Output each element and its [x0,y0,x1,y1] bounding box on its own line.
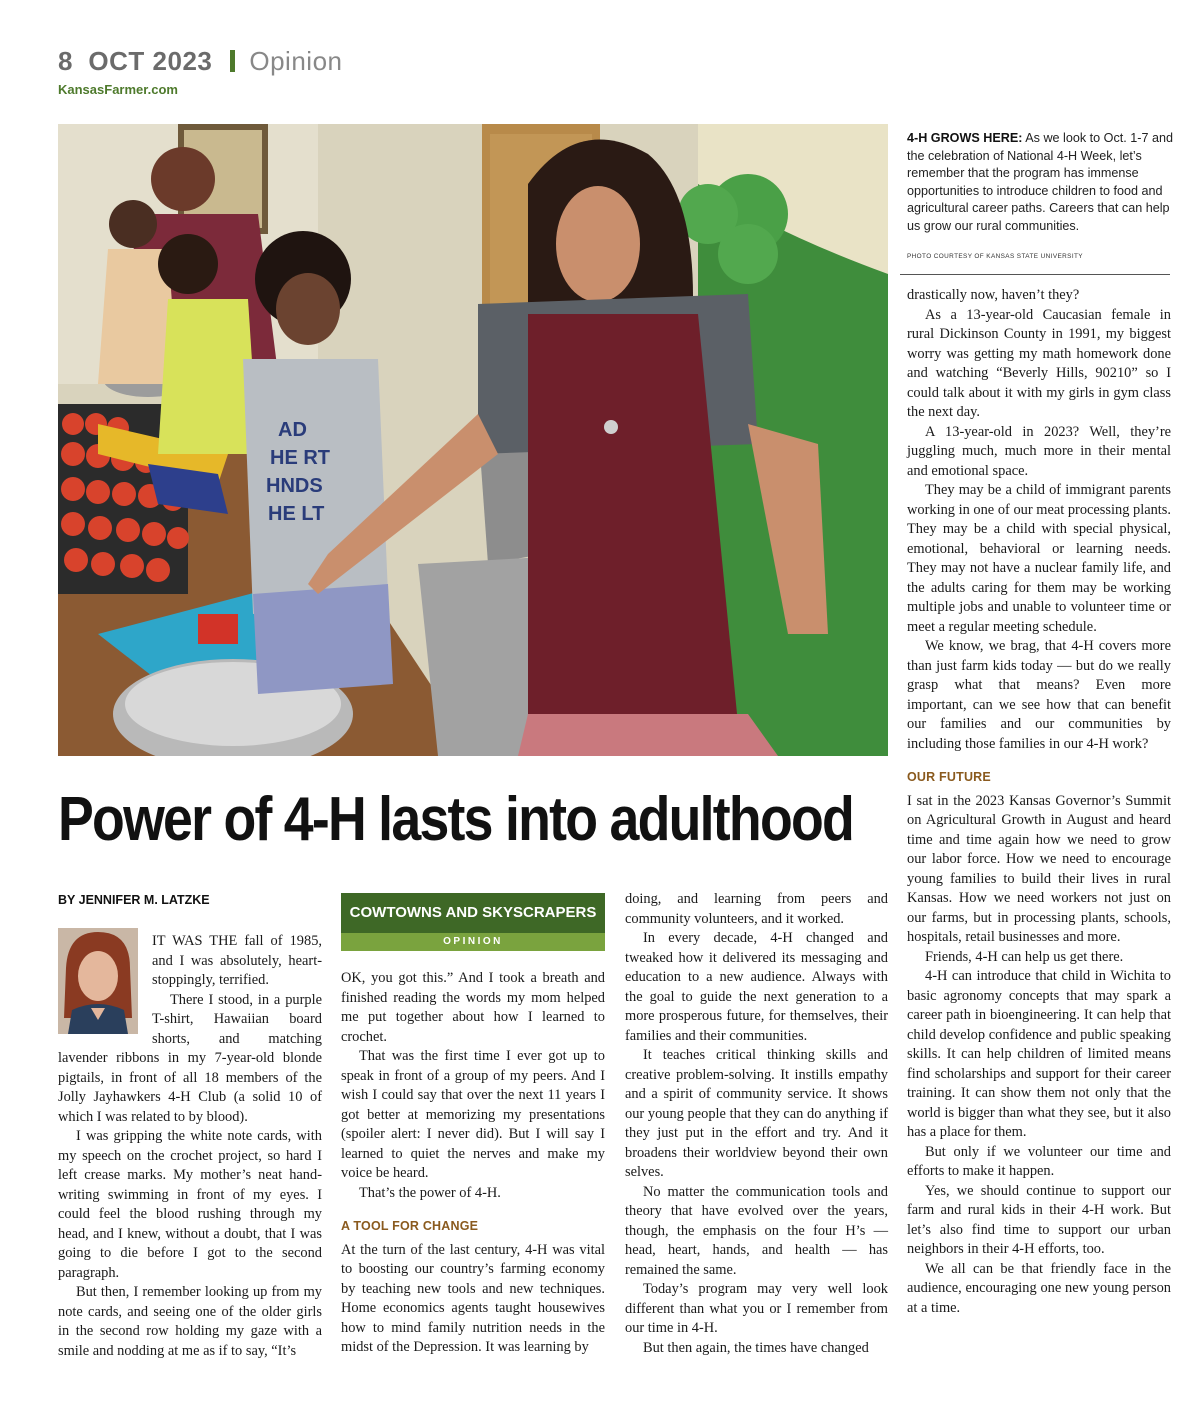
shirt-line-2: HE RT [270,447,330,469]
page-folio [58,46,343,77]
column-4 [907,286,1171,1318]
clover-leaf-3 [718,224,778,284]
caption-text: As we look to Oct. 1-7 and the celebration of National 4-H Week, let’s remember that the program has immense opportunities to introduce children to food and agricultural career paths. Careers that can help us grow our rural communities. [907,131,1173,233]
paragraph: There I stood, in a purple T-shirt, Hawaiian board shorts, and matching lavender ribbons in my 7-year-old blonde pigtails, in front of all 18 members of the Jolly Jayhawkers 4-H Club (a solid 10 of which I was related to by blood). [58,991,322,1125]
subhead-tool-for-change: A TOOL FOR CHANGE [341,1219,479,1233]
paragraph: IT WAS THE fall of 1985, and I was absolutely, heart-stoppingly, terrified. [152,933,322,988]
pendant [604,420,618,434]
headline: Power of 4-H lasts into adulthood [58,785,854,854]
paragraph: But only if we volunteer our time and efforts to make it happen. [907,1143,1171,1179]
paragraph: In every decade, 4-H changed and tweaked how it delivered its messaging and education to a new audience. Always with the goal to guide the next generation to a more prosperous future, for themselves, their families and their communities. [625,930,888,1044]
paragraph: 4-H can introduce that child in Wichita to basic agronomy concepts that may spark a career path in bioengineering. It can help that child develop confidence and public speaking skills. It can help children of limited means find scholarships and support for their career training. It can show them not only that the world is bigger than what they see, but it also has a place for them. [907,968,1171,1140]
paragraph: doing, and learning from peers and community volunteers, and it worked. [625,891,888,927]
author-photo [58,928,138,1034]
paragraph: That was the first time I ever got up to speak in front of a group of my peers. And I wish I could say that over the next 11 years I got better at memorizing my presentations (spoiler alert: I never did). But I will say I learned to quiet the nerves and make my voice be heard. [341,1048,605,1181]
paragraph: We know, we brag, that 4-H covers more than just farm kids today — but do we really grasp what that means? Even more important, can we see how that can benefit our families and our communities by including those families in our 4-H work? [907,638,1171,752]
shirt-line-1: AD [278,419,307,441]
column-1 [58,932,322,1361]
issue-date: OCT 2023 [88,46,213,76]
paragraph: Yes, we should continue to support our farm and rural kids in their 4-H work. But let’s also find time to support our urban neighbors in their 4-H efforts, too. [907,1182,1171,1257]
girl-shorts [253,584,393,694]
adult-bg-head [151,147,215,211]
child2-head [158,234,218,294]
photo-caption [907,130,1175,235]
column-3 [625,890,888,1358]
child2-body [158,299,258,454]
paragraph: They may be a child of immigrant parents working in one of our meat processing plants. They may be a child with special physical, emotional, behavioral or learning needs. They may not have a nuclear family life, and the adults caring for them may be working multiple jobs and unable to volunteer time or meet a regular meeting schedule. [907,482,1171,635]
shirt-line-4: HE LT [268,503,325,525]
paragraph: Today’s program may very well look different than what you or I remember from our time in 4-H. [625,1281,888,1336]
byline: BY JENNIFER M. LATZKE [58,893,210,907]
column-banner-sub: OPINION [341,933,605,951]
section-name: Opinion [249,46,343,76]
woman-pants [518,714,778,756]
paragraph: Friends, 4-H can help us get there. [925,948,1124,965]
caption-rule [900,274,1170,275]
column-2 [341,969,605,1358]
paragraph: At the turn of the last century, 4-H was vital to boosting our country’s farming economy by teaching new tools and new techniques. Home economics agents taught housewives how to mind family nutrition needs in the midst of the Depression. It was learning by [341,1241,605,1355]
paragraph: It teaches critical thinking skills and creative problem-solving. It instills empathy and a spirit of community service. It shows our young people that they can do anything if they just put in the effort and try. And it broadens their worldview beyond their own selves. [625,1047,888,1180]
paragraph: A 13-year-old in 2023? Well, they’re juggling much, much more in their mental and emotional space. [907,423,1171,479]
child-bg-head [109,200,157,248]
girl-face [276,273,340,345]
article-photo [58,124,888,756]
paragraph: I was gripping the white note cards, with my speech on the crochet project, so hard I left crease marks. My mother’s neat hand-writing swimming in front of my eyes. I could feel the blood rushing through my head, and I knew, without a doubt, that I was going to die before I got to the second paragraph. [58,1128,322,1281]
paragraph: That’s the power of 4-H. [359,1184,501,1201]
paragraph: drastically now, haven’t they? [907,287,1080,303]
paragraph: But then, I remember looking up from my note cards, and seeing one of the older girls in the second row holding my gaze with a smile and nodding at me as if to say, “It’s [58,1284,322,1359]
tomato-slice [198,614,238,644]
site-link[interactable]: KansasFarmer.com [58,82,178,97]
paragraph: OK, you got this.” And I took a breath and finished reading the words my mom helped me put together about how I learned to crochet. [341,970,605,1045]
photo-credit: PHOTO COURTESY OF KANSAS STATE UNIVERSITY [907,253,1083,260]
page-number: 8 [58,46,73,76]
caption-lead: 4-H GROWS HERE: [907,131,1023,145]
paragraph: No matter the communication tools and theory that have evolved over the years, though, the emphasis on the four H’s — head, heart, hands, and health — has remained the same. [625,1183,888,1278]
paragraph: As a 13-year-old Caucasian female in rural Dickinson County in 1991, my biggest worry was getting my math homework done and watching “Beverly Hills, 90210” so I could talk about it with my girls in gym class the next day. [907,306,1171,420]
woman-face [556,186,640,302]
paragraph: We all can be that friendly face in the audience, encouraging one new young person at a time. [907,1260,1171,1316]
folio-divider [230,50,235,72]
paragraph: But then again, the times have changed [643,1339,869,1356]
paragraph: I sat in the 2023 Kansas Governor’s Summit on Agricultural Growth in August and heard time and time again how we need to grow our labor force. How we need to encourage young families to build their lives in rural Kansas. How we need workers not just on our farms, but in processing plants, schools, hospitals, retail businesses and more. [907,792,1171,945]
column-banner: COWTOWNS AND SKYSCRAPERS [341,893,605,933]
author-portrait [58,928,138,1034]
shirt-line-3: HNDS [266,475,323,497]
photo-illustration [58,124,888,756]
subhead-our-future: OUR FUTURE [907,770,991,784]
